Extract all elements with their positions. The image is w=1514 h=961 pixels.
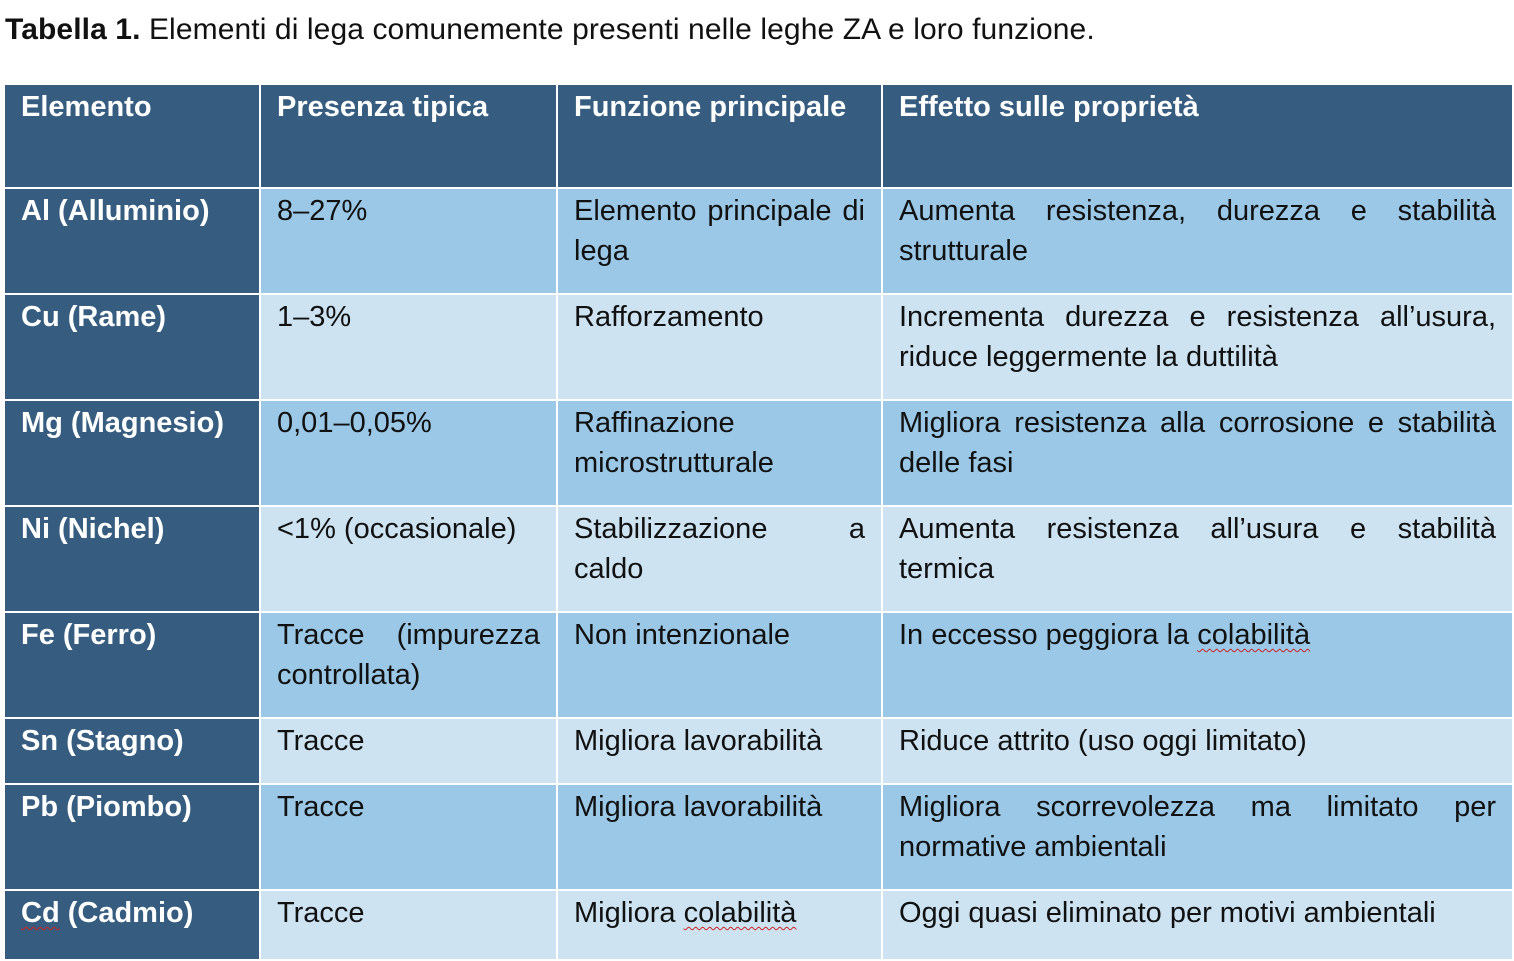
table-row [4,612,1513,718]
cell-effect: Migliora scorrevolezza ma limitato per normative ambientali [882,784,1513,890]
spellcheck-flagged-word[interactable]: colabilità [1197,619,1311,651]
spellcheck-flagged-word[interactable]: Cd [21,897,60,929]
function-text: Migliora [574,897,684,929]
cell-effect [882,612,1513,718]
cell-function: Raffinazione microstrutturale [557,400,882,506]
effect-text: In eccesso peggiora la [899,619,1198,651]
cell-element [4,890,260,960]
cell-function: Non intenzionale [557,612,882,718]
table-row [4,188,1513,294]
cell-element: Mg (Magnesio) [4,400,260,506]
cell-function: Migliora lavorabilità [557,784,882,890]
cell-element: Sn (Stagno) [4,718,260,784]
cell-presence: Tracce [260,718,557,784]
cell-element: Ni (Nichel) [4,506,260,612]
cell-effect: Aumenta resistenza, durezza e stabilità strutturale [882,188,1513,294]
cell-presence: Tracce [260,784,557,890]
cell-presence: <1% (occasionale) [260,506,557,612]
table-row [4,784,1513,890]
cell-effect: Oggi quasi eliminato per motivi ambientali [882,890,1513,960]
cell-presence: 0,01–0,05% [260,400,557,506]
header-presence: Presenza tipica [260,84,557,188]
cell-element: Fe (Ferro) [4,612,260,718]
cell-function: Migliora lavorabilità [557,718,882,784]
cell-effect: Incrementa durezza e resistenza all’usura, riduce leggermente la duttilità [882,294,1513,400]
table-row [4,506,1513,612]
cell-presence: 8–27% [260,188,557,294]
table-header-row [4,84,1513,188]
table-row [4,294,1513,400]
table-row [4,890,1513,960]
header-function: Funzione principale [557,84,882,188]
cell-function: Stabilizzazione a caldo [557,506,882,612]
cell-effect: Migliora resistenza alla corrosione e stabilità delle fasi [882,400,1513,506]
cell-effect: Riduce attrito (uso oggi limitato) [882,718,1513,784]
element-text: (Cadmio) [59,897,194,929]
table-row [4,718,1513,784]
spellcheck-flagged-word[interactable]: colabilità [683,897,797,929]
cell-element: Cu (Rame) [4,294,260,400]
alloy-elements-table [3,83,1514,961]
table-caption [5,10,1095,50]
cell-element: Pb (Piombo) [4,784,260,890]
header-element: Elemento [4,84,260,188]
header-effect: Effetto sulle proprietà [882,84,1513,188]
table-row [4,400,1513,506]
caption-label: Tabella 1. [5,13,141,46]
cell-presence: Tracce (impurezza controllata) [260,612,557,718]
cell-element: Al (Alluminio) [4,188,260,294]
cell-presence: 1–3% [260,294,557,400]
cell-function: Elemento principale di lega [557,188,882,294]
caption-text: Elementi di lega comunemente presenti nelle leghe ZA e loro funzione. [140,13,1095,46]
cell-effect: Aumenta resistenza all’usura e stabilità termica [882,506,1513,612]
cell-function [557,890,882,960]
cell-function: Rafforzamento [557,294,882,400]
cell-presence: Tracce [260,890,557,960]
